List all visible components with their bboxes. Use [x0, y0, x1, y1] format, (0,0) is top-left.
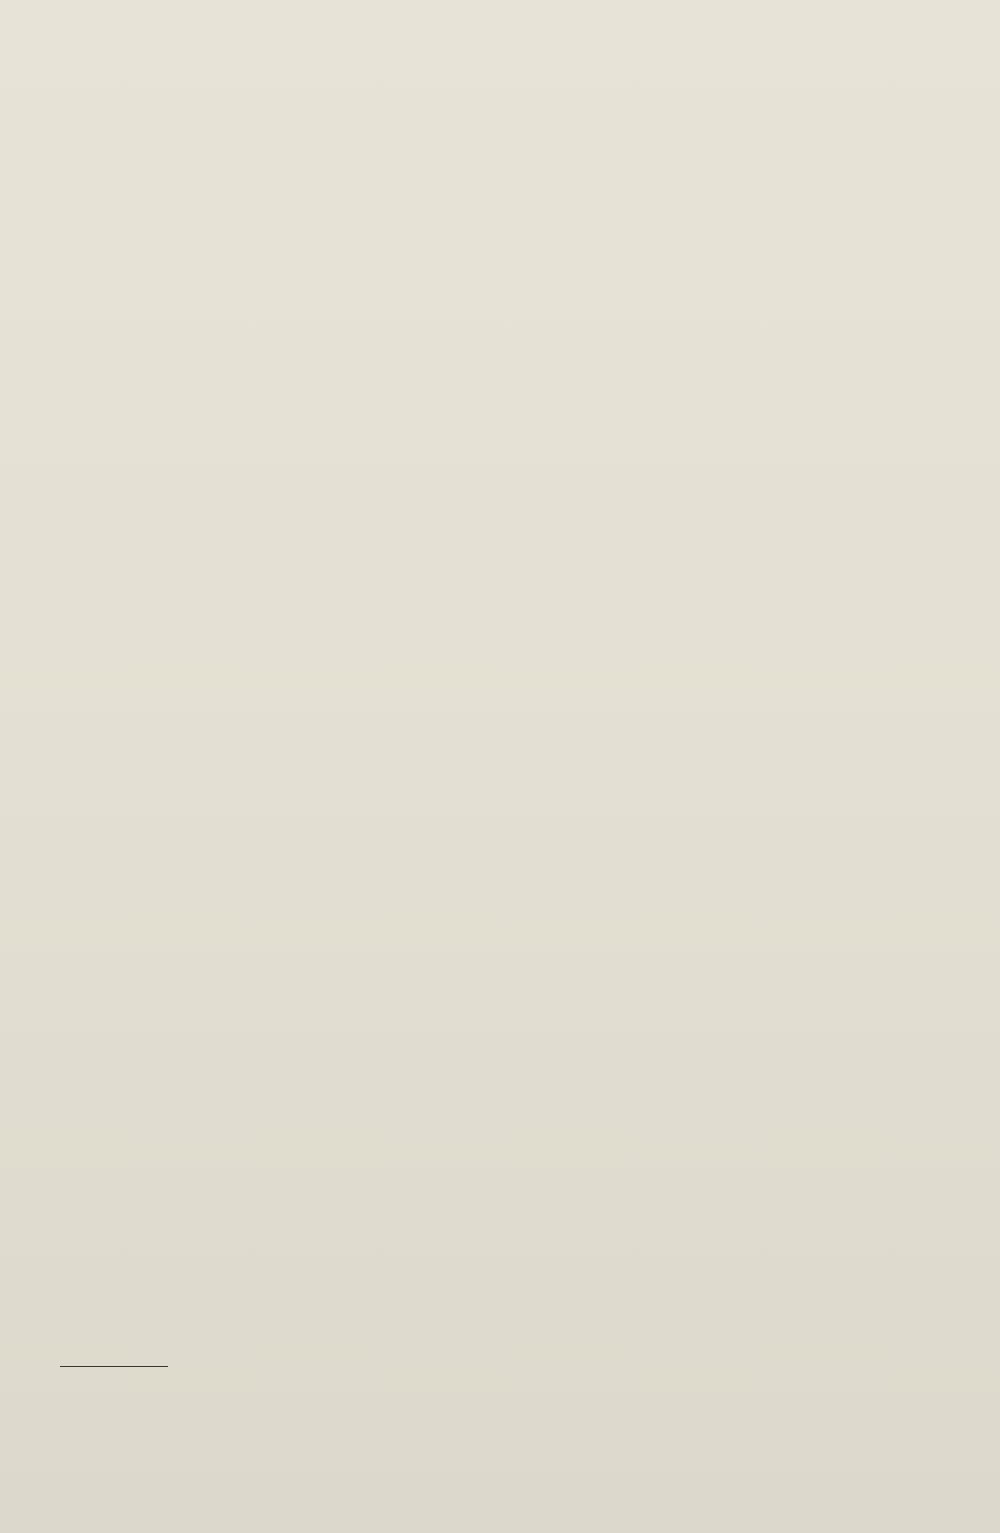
footnote-rule — [60, 1366, 168, 1367]
decree-signature — [62, 1277, 862, 1308]
